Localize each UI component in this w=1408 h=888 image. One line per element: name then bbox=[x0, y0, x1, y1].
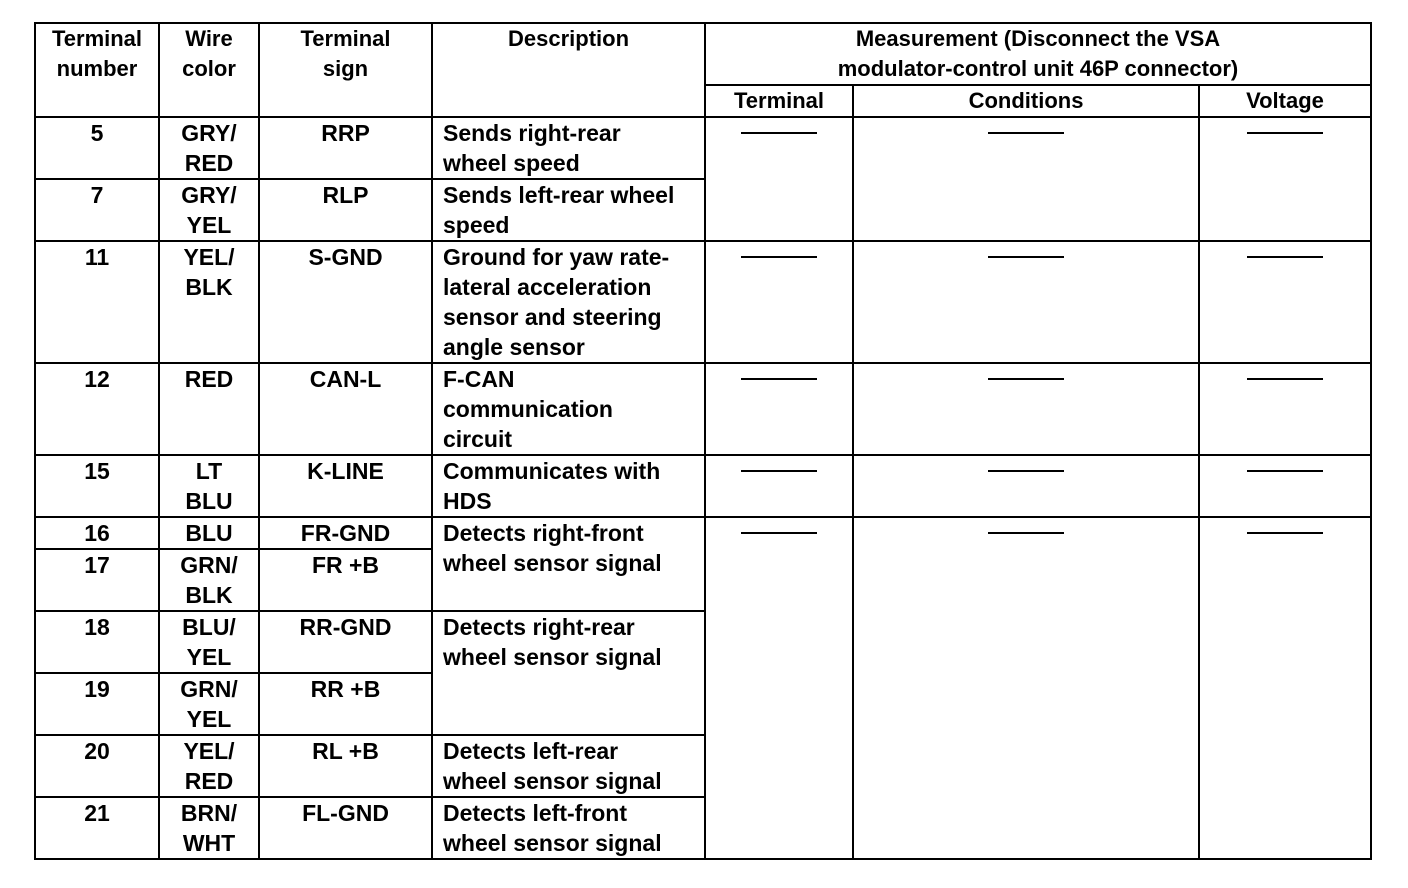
dash-mark bbox=[1247, 378, 1323, 380]
measurement-voltage-cell bbox=[1199, 241, 1371, 363]
measurement-voltage-cell bbox=[1199, 363, 1371, 455]
description-cell: Ground for yaw rate- lateral acceleration sensor and steering angle sensor bbox=[432, 241, 705, 363]
dash-mark bbox=[988, 378, 1064, 380]
dash-mark bbox=[988, 256, 1064, 258]
measurement-voltage-cell bbox=[1199, 117, 1371, 241]
header-terminal: Terminal bbox=[705, 85, 853, 117]
description-cell: Detects left-rear wheel sensor signal bbox=[432, 735, 705, 797]
terminal-number-cell: 7 bbox=[35, 179, 159, 241]
wire-color-cell: BLU/ YEL bbox=[159, 611, 259, 673]
measurement-voltage-cell bbox=[1199, 517, 1371, 859]
table-row bbox=[35, 363, 1371, 455]
wire-color-cell: LT BLU bbox=[159, 455, 259, 517]
description-cell: Communicates with HDS bbox=[432, 455, 705, 517]
header-conditions: Conditions bbox=[853, 85, 1199, 117]
description-cell: Detects right-rear wheel sensor signal bbox=[432, 611, 705, 735]
measurement-voltage-cell bbox=[1199, 455, 1371, 517]
wire-color-cell: GRY/ RED bbox=[159, 117, 259, 179]
terminal-number-cell: 18 bbox=[35, 611, 159, 673]
description-cell: Sends right-rear wheel speed bbox=[432, 117, 705, 179]
terminal-sign-cell: FR-GND bbox=[259, 517, 432, 549]
wire-color-cell: GRN/ YEL bbox=[159, 673, 259, 735]
measurement-terminal-cell bbox=[705, 363, 853, 455]
header-voltage: Voltage bbox=[1199, 85, 1371, 117]
description-cell: Detects left-front wheel sensor signal bbox=[432, 797, 705, 859]
dash-mark bbox=[988, 532, 1064, 534]
measurement-terminal-cell bbox=[705, 455, 853, 517]
header-wire-color: Wire color bbox=[159, 23, 259, 117]
terminal-number-cell: 19 bbox=[35, 673, 159, 735]
table-row bbox=[35, 517, 1371, 549]
terminal-number-cell: 11 bbox=[35, 241, 159, 363]
terminal-number-cell: 16 bbox=[35, 517, 159, 549]
description-cell: F-CAN communication circuit bbox=[432, 363, 705, 455]
table-row bbox=[35, 241, 1371, 363]
terminal-sign-cell: FR +B bbox=[259, 549, 432, 611]
dash-mark bbox=[741, 470, 817, 472]
terminal-sign-cell: S-GND bbox=[259, 241, 432, 363]
dash-mark bbox=[1247, 470, 1323, 472]
measurement-conditions-cell bbox=[853, 455, 1199, 517]
wire-color-cell: GRN/ BLK bbox=[159, 549, 259, 611]
terminal-number-cell: 17 bbox=[35, 549, 159, 611]
terminal-sign-cell: RLP bbox=[259, 179, 432, 241]
header-terminal-sign: Terminal sign bbox=[259, 23, 432, 117]
description-cell: Sends left-rear wheel speed bbox=[432, 179, 705, 241]
terminal-number-cell: 21 bbox=[35, 797, 159, 859]
dash-mark bbox=[988, 470, 1064, 472]
measurement-terminal-cell bbox=[705, 241, 853, 363]
terminal-sign-cell: RR +B bbox=[259, 673, 432, 735]
header-description: Description bbox=[432, 23, 705, 117]
wire-color-cell: RED bbox=[159, 363, 259, 455]
wire-color-cell: BLU bbox=[159, 517, 259, 549]
dash-mark bbox=[741, 378, 817, 380]
description-cell: Detects right-front wheel sensor signal bbox=[432, 517, 705, 611]
terminal-sign-cell: RL +B bbox=[259, 735, 432, 797]
dash-mark bbox=[988, 132, 1064, 134]
header-terminal-number: Terminal number bbox=[35, 23, 159, 117]
dash-mark bbox=[741, 132, 817, 134]
dash-mark bbox=[741, 256, 817, 258]
dash-mark bbox=[1247, 132, 1323, 134]
table-row bbox=[35, 455, 1371, 517]
terminal-sign-cell: K-LINE bbox=[259, 455, 432, 517]
dash-mark bbox=[1247, 532, 1323, 534]
dash-mark bbox=[741, 532, 817, 534]
measurement-conditions-cell bbox=[853, 363, 1199, 455]
terminal-number-cell: 15 bbox=[35, 455, 159, 517]
measurement-terminal-cell bbox=[705, 117, 853, 241]
header-measurement: Measurement (Disconnect the VSA modulator-control unit 46P connector) bbox=[705, 23, 1371, 85]
terminal-sign-cell: RR-GND bbox=[259, 611, 432, 673]
wire-color-cell: GRY/ YEL bbox=[159, 179, 259, 241]
terminal-sign-cell: RRP bbox=[259, 117, 432, 179]
measurement-terminal-cell bbox=[705, 517, 853, 859]
wire-color-cell: YEL/ RED bbox=[159, 735, 259, 797]
terminal-number-cell: 12 bbox=[35, 363, 159, 455]
terminal-number-cell: 20 bbox=[35, 735, 159, 797]
terminal-sign-cell: FL-GND bbox=[259, 797, 432, 859]
measurement-conditions-cell bbox=[853, 117, 1199, 241]
terminal-sign-cell: CAN-L bbox=[259, 363, 432, 455]
table-row bbox=[35, 117, 1371, 179]
measurement-conditions-cell bbox=[853, 517, 1199, 859]
terminal-number-cell: 5 bbox=[35, 117, 159, 179]
measurement-conditions-cell bbox=[853, 241, 1199, 363]
terminal-table bbox=[34, 22, 1372, 860]
dash-mark bbox=[1247, 256, 1323, 258]
wire-color-cell: BRN/ WHT bbox=[159, 797, 259, 859]
wire-color-cell: YEL/ BLK bbox=[159, 241, 259, 363]
